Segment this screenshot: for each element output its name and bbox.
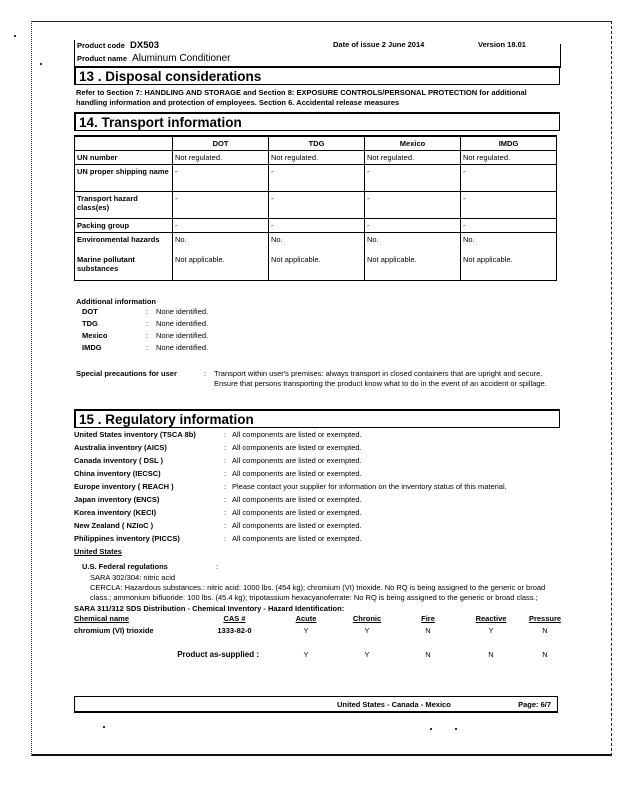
inventory-status: All components are listed or exempted. — [232, 521, 362, 530]
inventory-name: Philippines inventory (PICCS) — [74, 534, 180, 543]
sara-pressure: N — [542, 626, 548, 635]
sara-col-cas: CAS # — [223, 614, 246, 623]
section-13-title: 13 . Disposal considerations — [74, 66, 560, 85]
cell: - — [173, 165, 269, 192]
sara-hazard-table — [74, 614, 560, 662]
scan-speck — [455, 728, 457, 730]
product-name: Aluminum Conditioner — [132, 53, 231, 64]
inventory-list — [74, 430, 560, 547]
supplied-acute: Y — [303, 650, 309, 659]
inventory-status: All components are listed or exempted. — [232, 495, 362, 504]
sara-chronic: Y — [364, 626, 370, 635]
cell: Not applicable. — [269, 253, 365, 281]
table-row — [75, 151, 557, 165]
product-code-row — [74, 40, 560, 53]
cell: - — [365, 165, 461, 192]
disposal-text: Refer to Section 7: HANDLING AND STORAGE and Section 8: EXPOSURE CONTROLS/PERSONAL PROTECTION for additional handling information and protection of employees. Section 6. Accidental release measures — [76, 88, 527, 107]
cell: No. — [365, 233, 461, 253]
scan-speck — [430, 728, 432, 730]
cell: Not applicable. — [461, 253, 557, 281]
sara-acute: Y — [303, 626, 309, 635]
table-row — [75, 253, 557, 281]
cell: - — [269, 219, 365, 233]
scan-speck — [40, 63, 42, 65]
sara-col-acute: Acute — [295, 614, 317, 623]
footer-region: United States - Canada - Mexico — [337, 700, 451, 709]
header-divider — [560, 44, 561, 68]
supplied-chronic: Y — [364, 650, 370, 659]
cell: - — [269, 165, 365, 192]
special-precautions-label: Special precautions for user — [76, 369, 177, 378]
additional-value: None identified. — [156, 343, 209, 352]
additional-value: None identified. — [156, 307, 209, 316]
additional-information-title: Additional information — [76, 297, 156, 306]
inventory-item: Canada inventory ( DSL ) : All components are listed or exempted. — [74, 456, 560, 469]
inventory-status: All components are listed or exempted. — [232, 443, 362, 452]
additional-information — [74, 297, 560, 355]
inventory-name: Canada inventory ( DSL ) — [74, 456, 164, 465]
transport-table — [74, 135, 557, 281]
cell: - — [461, 219, 557, 233]
additional-item: IMDG : None identified. — [76, 343, 560, 355]
inventory-name: Europe inventory ( REACH ) — [74, 482, 174, 491]
additional-key: Mexico — [82, 331, 108, 340]
date-of-issue: Date of issue 2 June 2014 — [333, 40, 425, 49]
transport-col-blank — [75, 136, 173, 151]
inventory-item: Japan inventory (ENCS) : All components are listed or exempted. — [74, 495, 560, 508]
cell: Not regulated. — [269, 151, 365, 165]
document-header — [74, 40, 560, 66]
scan-speck — [103, 726, 105, 728]
inventory-item: United States inventory (TSCA 8b) : All components are listed or exempted. — [74, 430, 560, 443]
sara-col-fire: Fire — [421, 614, 435, 623]
product-code-label: Product code — [77, 41, 125, 50]
cell: No. — [269, 233, 365, 253]
inventory-item: New Zealand ( NZIoC ) : All components are listed or exempted. — [74, 521, 560, 534]
product-name-label: Product name — [77, 54, 128, 63]
inventory-item: Europe inventory ( REACH ) : Please contact your supplier for information on the inventory status of this material. — [74, 482, 560, 495]
transport-col-imdg: IMDG — [461, 136, 557, 151]
additional-value: None identified. — [156, 331, 209, 340]
product-name-row — [74, 53, 560, 66]
federal-regulations-label: U.S. Federal regulations — [82, 562, 168, 571]
table-row — [75, 165, 557, 192]
section-14-title: 14. Transport information — [74, 112, 560, 131]
page-footer — [74, 696, 558, 713]
additional-key: IMDG — [82, 343, 102, 352]
inventory-name: United States inventory (TSCA 8b) — [74, 430, 196, 439]
sds-page — [74, 40, 560, 662]
cell: Not regulated. — [461, 151, 557, 165]
additional-item: TDG : None identified. — [76, 319, 560, 331]
transport-header-row — [75, 136, 557, 151]
inventory-item: Australia inventory (AICS) : All components are listed or exempted. — [74, 443, 560, 456]
special-precautions: Special precautions for user : Transport within user's premises: always transport in closed containers that are upright and secure. Ensure that persons transporting the product know what to do in the event of an accident or spillage. — [74, 369, 560, 389]
cell: No. — [173, 233, 269, 253]
inventory-name: Japan inventory (ENCS) — [74, 495, 160, 504]
table-row — [75, 233, 557, 253]
inventory-status: Please contact your supplier for information on the inventory status of this material. — [232, 482, 507, 491]
cell: - — [173, 192, 269, 219]
product-code: DX503 — [130, 40, 160, 51]
inventory-name: China inventory (IECSC) — [74, 469, 161, 478]
cercla-text: CERCLA: Hazardous substances.: nitric acid: 1000 lbs. (454 kg); chromium (VI) trioxide. No RQ is being assigned to the generic or broad class.; ammonium bifluoride: 100 lbs. (45.4 kg); tripotassium hexacyanoferrate: No RQ is being assigned to the generic or broad class.; — [90, 583, 546, 602]
inventory-status: All components are listed or exempted. — [232, 534, 362, 543]
page-number: Page: 6/7 — [518, 700, 551, 709]
product-as-supplied-label: Product as-supplied : — [177, 650, 259, 659]
transport-col-tdg: TDG — [269, 136, 365, 151]
cell: - — [173, 219, 269, 233]
row-label: UN proper shipping name — [75, 165, 173, 192]
cell: Not applicable. — [365, 253, 461, 281]
sara-col-chronic: Chronic — [352, 614, 382, 623]
cell: - — [269, 192, 365, 219]
sara-chemical-name: chromium (VI) trioxide — [74, 626, 154, 635]
additional-item: DOT : None identified. — [76, 307, 560, 319]
inventory-name: Australia inventory (AICS) — [74, 443, 167, 452]
cell: Not applicable. — [173, 253, 269, 281]
table-row — [75, 219, 557, 233]
cell: No. — [461, 233, 557, 253]
sara-col-chemical-name: Chemical name — [74, 614, 130, 623]
sara-col-pressure: Pressure — [528, 614, 562, 623]
additional-item: Mexico : None identified. — [76, 331, 560, 343]
inventory-status: All components are listed or exempted. — [232, 456, 362, 465]
table-row — [75, 192, 557, 219]
row-label: UN number — [75, 151, 173, 165]
cell: - — [365, 219, 461, 233]
united-states-heading: United States — [74, 547, 122, 556]
spacer — [74, 638, 565, 650]
special-precautions-text: Transport within user's premises: always transport in closed containers that are upright and secure. Ensure that persons transporting the product know what to do in the event of an accident or spillage. — [214, 369, 547, 388]
inventory-name: New Zealand ( NZIoC ) — [74, 521, 154, 530]
cell: - — [461, 165, 557, 192]
scan-speck — [14, 35, 16, 37]
additional-value: None identified. — [156, 319, 209, 328]
sara-cas: 1333-82-0 — [217, 626, 252, 635]
inventory-name: Korea inventory (KECI) — [74, 508, 157, 517]
sara-col-reactive: Reactive — [475, 614, 507, 623]
federal-regulations: U.S. Federal regulations : — [82, 562, 218, 571]
sara-311-312-title: SARA 311/312 SDS Distribution - Chemical Inventory - Hazard Identification: — [74, 604, 345, 613]
row-label: Environmental hazards — [75, 233, 173, 253]
supplied-pressure: N — [542, 650, 548, 659]
inventory-status: All components are listed or exempted. — [232, 430, 362, 439]
row-label: Transport hazard class(es) — [75, 192, 173, 219]
transport-col-dot: DOT — [173, 136, 269, 151]
cell: - — [461, 192, 557, 219]
transport-col-mexico: Mexico — [365, 136, 461, 151]
regulatory-section — [74, 409, 560, 662]
section-15-title: 15 . Regulatory information — [74, 409, 560, 428]
cell: - — [365, 192, 461, 219]
row-label: Marine pollutant substances — [75, 253, 173, 281]
inventory-item: Philippines inventory (PICCS) : All components are listed or exempted. — [74, 534, 560, 547]
additional-key: TDG — [82, 319, 98, 328]
inventory-item: China inventory (IECSC) : All components are listed or exempted. — [74, 469, 560, 482]
sara-reactive: Y — [488, 626, 494, 635]
sara-fire: N — [425, 626, 431, 635]
cell: Not regulated. — [365, 151, 461, 165]
inventory-item: Korea inventory (KECI) : All components are listed or exempted. — [74, 508, 560, 521]
version: Version 18.01 — [478, 40, 526, 49]
inventory-status: All components are listed or exempted. — [232, 469, 362, 478]
row-label: Packing group — [75, 219, 173, 233]
supplied-reactive: N — [488, 650, 494, 659]
supplied-fire: N — [425, 650, 431, 659]
additional-key: DOT — [82, 307, 98, 316]
cell: Not regulated. — [173, 151, 269, 165]
sara-302-304: SARA 302/304: nitric acid — [90, 573, 176, 582]
inventory-status: All components are listed or exempted. — [232, 508, 362, 517]
